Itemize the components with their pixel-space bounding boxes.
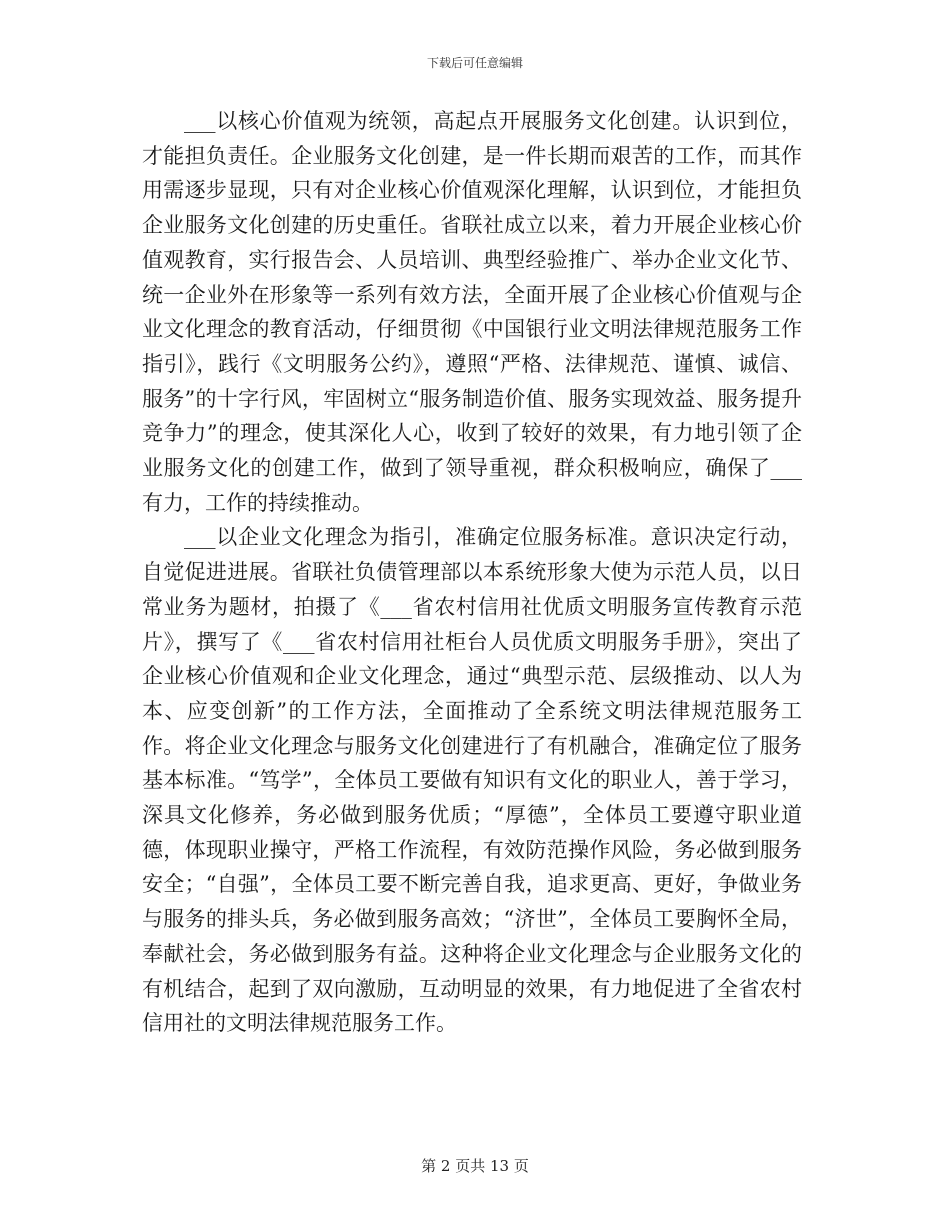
page-number: 第 2 页共 13 页	[421, 1157, 529, 1175]
body-text	[142, 104, 802, 1041]
page-header: 下载后可任意编辑	[426, 56, 523, 70]
paragraph-culture-concept: ___以企业文化理念为指引，准确定位服务标准。意识决定行动，自觉促进进展。省联社负债管理部以本系统形象大使为示范人员，以日常业务为题材，拍摄了《___省农村信用社优质文明服务宣传教育示范片》，撰写了《___省农村信用社柜台人员优质文明服务手册》，突出了企业核心价值观和企业文化理念，通过“典型示范、层级推动、以人为本、应变创新”的工作方法，全面推动了全系统文明法律规范服务工作。将企业文化理念与服务文化创建进行了有机融合，准确定位了服务基本标准。“笃学”，全体员工要做有知识有文化的职业人，善于学习，深具文化修养，务必做到服务优质；“厚德”，全体员工要遵守职业道德，体现职业操守，严格工作流程，有效防范操作风险，务必做到服务安全；“自强”，全体员工要不断完善自我，追求更高、更好，争做业务与服务的排头兵，务必做到服务高效；“济世”，全体员工要胸怀全局，奉献社会，务必做到服务有益。这种将企业文化理念与企业服务文化的有机结合，起到了双向激励，互动明显的效果，有力地促进了全省农村信用社的文明法律规范服务工作。	[142, 525, 802, 1036]
paragraph-core-values: ___以核心价值观为统领，高起点开展服务文化创建。认识到位，才能担负责任。企业服务文化创建，是一件长期而艰苦的工作，而其作用需逐步显现，只有对企业核心价值观深化理解，认识到位，才能担负企业服务文化创建的历史重任。省联社成立以来，着力开展企业核心价值观教育，实行报告会、人员培训、典型经验推广、举办企业文化节、统一企业外在形象等一系列有效方法，全面开展了企业核心价值观与企业文化理念的教育活动，仔细贯彻《中国银行业文明法律规范服务工作指引》，践行《文明服务公约》，遵照“严格、法律规范、谨慎、诚信、服务”的十字行风，牢固树立“服务制造价值、服务实现效益、服务提升竞争力”的理念，使其深化人心，收到了较好的效果，有力地引领了企业服务文化的创建工作，做到了领导重视，群众积极响应，确保了___有力，工作的持续推动。	[142, 109, 802, 515]
